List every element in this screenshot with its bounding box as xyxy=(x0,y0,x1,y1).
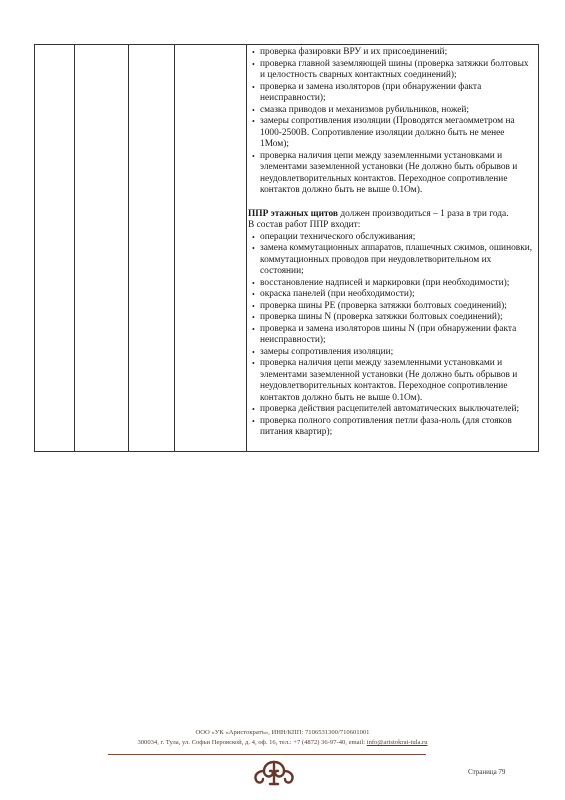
footer-company: ООО «УК «Аристократъ», ИНН/КПП: 7106531300/710601001 xyxy=(195,729,370,736)
section-heading-rest: должен производиться – 1 раза в три года. xyxy=(337,208,509,219)
list-item-text: проверка главной заземляющей шины (проверка затяжки болтовых и целостность сварных контактных соединений); xyxy=(260,58,529,80)
list-item-text: замеры сопротивления изоляции; xyxy=(260,346,394,357)
list-item xyxy=(248,324,535,347)
bullet-icon: • xyxy=(252,416,255,426)
list-item-text: проверка наличия цепи между заземленными установками и элементами заземленной установки (Не должно быть обрывов и неудовлетворительных контактов. Переходное сопротивление контактов должно быть не выше 0.1Ом). xyxy=(260,150,518,195)
section-heading-bold: ППР этажных щитов xyxy=(248,208,338,219)
bullet-icon: • xyxy=(252,278,255,288)
list-item-text: проверка фазировки ВРУ и их присоединений; xyxy=(260,47,448,57)
page-number: Страница 79 xyxy=(468,768,506,776)
bullet-icon: • xyxy=(252,82,255,92)
list-item xyxy=(248,59,535,82)
list-item xyxy=(248,116,535,151)
list-item xyxy=(248,232,535,244)
section-heading xyxy=(248,209,535,221)
table-column-divider xyxy=(174,45,175,451)
section-subheading: В состав работ ППР входит: xyxy=(248,220,361,230)
bullet-icon: • xyxy=(252,290,255,299)
list-item xyxy=(248,404,535,416)
footer-address-text: 300034, г. Тула, ул. Софьи Перовской, д. 4, оф. 16, тел.: +7 (4872) 36-97-40, email: xyxy=(137,739,367,746)
table-column-divider xyxy=(128,45,129,451)
bullet-icon: • xyxy=(252,105,255,115)
maintenance-list-bottom xyxy=(248,232,535,439)
list-item-text: смазка приводов и механизмов рубильников, ножей; xyxy=(260,104,469,115)
list-item xyxy=(248,416,535,439)
list-item xyxy=(248,278,535,290)
document-table xyxy=(34,44,539,452)
list-item xyxy=(248,151,535,197)
maintenance-list-top xyxy=(248,47,535,197)
list-item-text: проверка полного сопротивления петли фаза-ноль (для стояков питания квартир); xyxy=(260,415,512,437)
work-description-cell xyxy=(248,47,535,439)
bullet-icon: • xyxy=(252,48,255,57)
list-item-text: проверка наличия цепи между заземленными установками и элементами заземленной установки (Не должно быть обрывов и неудовлетворительных контактов. Переходное сопротивление контактов должно быть не выше 0.1Ом). xyxy=(260,358,518,403)
list-item-text: проверка и замена изоляторов шины N (при обнаружении факта неисправности); xyxy=(260,323,517,345)
bullet-icon: • xyxy=(252,301,255,311)
list-item-text: операции технического обслуживания; xyxy=(260,231,416,242)
list-item-text: проверка действия расцепителей автоматических выключателей; xyxy=(260,404,520,414)
list-item xyxy=(248,347,535,359)
footer-address xyxy=(0,738,565,747)
table-column-divider xyxy=(74,45,75,451)
list-item xyxy=(248,312,535,324)
list-item-text: окраска панелей (при необходимости); xyxy=(260,289,415,299)
bullet-icon: • xyxy=(252,347,255,357)
list-item-text: замеры сопротивления изоляции (Проводятся мегаомметром на 1000-2500В. Сопротивление изоляции должно быть не менее 1Мом); xyxy=(260,116,515,149)
list-item xyxy=(248,289,535,301)
list-item-text: восстановление надписей и маркировки (при необходимости); xyxy=(260,277,510,288)
bullet-icon: • xyxy=(252,232,255,242)
bullet-icon: • xyxy=(252,313,255,322)
bullet-icon: • xyxy=(252,359,255,368)
list-item-text: проверка шины N (проверка затяжки болтовых соединений); xyxy=(260,312,503,322)
table-column-divider xyxy=(246,45,247,451)
bullet-icon: • xyxy=(252,151,255,161)
bullet-icon: • xyxy=(252,405,255,414)
list-item xyxy=(248,105,535,117)
list-item xyxy=(248,47,535,59)
bullet-icon: • xyxy=(252,244,255,253)
list-item-text: замена коммутационных аппаратов, плашечных сжимов, ошиновки, коммутационных проводов при неудовлетворительном их состоянии; xyxy=(260,243,533,276)
bullet-icon: • xyxy=(252,117,255,126)
bullet-icon: • xyxy=(252,59,255,69)
footer-email-link[interactable]: info@aristokrat-tula.ru xyxy=(366,739,428,746)
bullet-icon: • xyxy=(252,324,255,334)
footer-divider xyxy=(108,754,426,755)
list-item-text: проверка и замена изоляторов (при обнаружении факта неисправности); xyxy=(260,81,482,103)
list-item-text: проверка шины PE (проверка затяжки болтовых соединений); xyxy=(260,300,507,311)
scroll-ornament-icon xyxy=(250,758,298,788)
list-item xyxy=(248,301,535,313)
list-item xyxy=(248,243,535,278)
list-item xyxy=(248,358,535,404)
list-item xyxy=(248,82,535,105)
